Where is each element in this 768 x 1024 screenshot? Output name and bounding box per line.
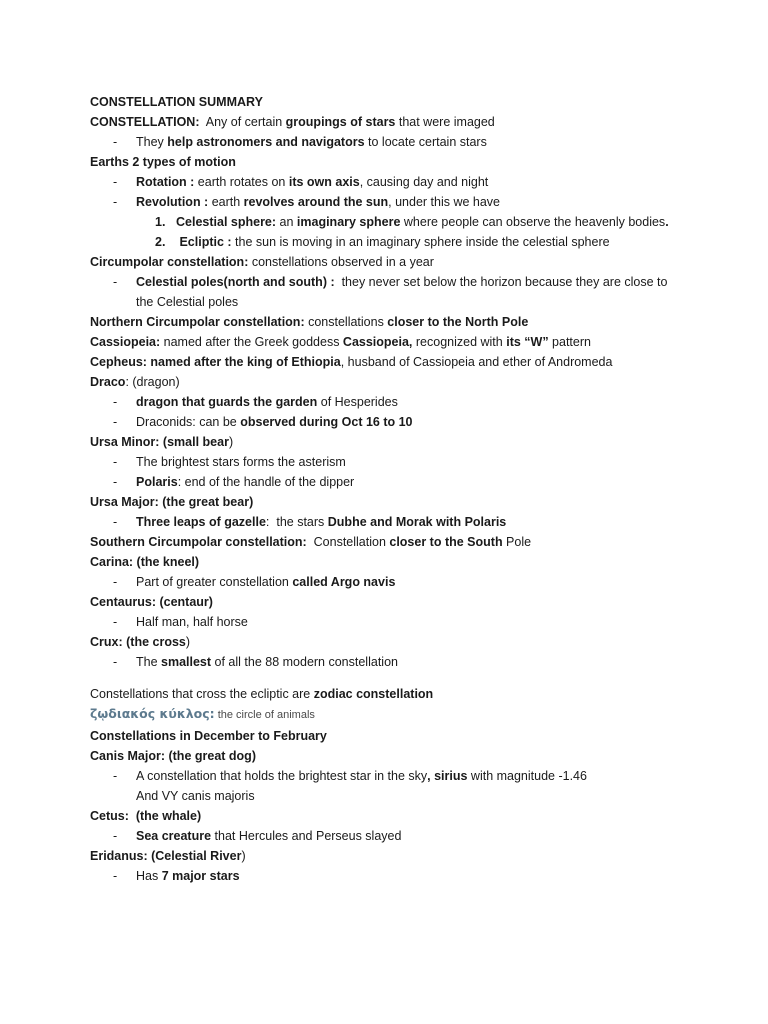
text-run: pattern <box>548 335 591 349</box>
text-run: to locate certain stars <box>364 135 487 149</box>
list-dash: - <box>113 475 118 489</box>
text-run: A constellation that holds the brightest star in the sky <box>136 769 428 783</box>
text-run: that Hercules and Perseus slayed <box>211 829 402 843</box>
text-run: Constellation <box>306 535 390 549</box>
text-run: And VY canis majoris <box>136 789 255 803</box>
text-line <box>155 212 708 232</box>
text-run: They <box>136 135 168 149</box>
text-run: : (dragon) <box>125 375 180 389</box>
list-number: 1. <box>155 215 166 229</box>
text-line <box>90 312 708 332</box>
text-run: Canis Major: (the great dog) <box>90 749 256 763</box>
text-run: Cassiopeia, <box>342 335 413 349</box>
text-run: Ursa Major: (the great bear) <box>90 495 254 509</box>
text-run: help astronomers and navigators <box>167 135 365 149</box>
text-line <box>90 704 708 724</box>
document-title <box>90 92 708 112</box>
text-run: Southern Circumpolar constellation: <box>90 535 307 549</box>
text-run: its own axis <box>288 175 360 189</box>
text-line <box>90 372 708 392</box>
text-run: imaginary sphere <box>296 215 401 229</box>
text-run: Northern Circumpolar constellation: <box>90 315 305 329</box>
text-run: , under this we have <box>388 195 501 209</box>
text-line <box>113 132 708 152</box>
list-dash: - <box>113 869 118 883</box>
text-line <box>113 826 708 846</box>
text-run: closer to the North Pole <box>387 315 529 329</box>
text-run: Ecliptic : <box>176 235 232 249</box>
text-run: Constellations in December to February <box>90 729 327 743</box>
text-run: Dubhe and Morak with Polaris <box>327 515 507 529</box>
text-run: with magnitude -1.46 <box>467 769 587 783</box>
document-title-text: CONSTELLATION SUMMARY <box>90 95 263 109</box>
text-line <box>90 432 708 452</box>
list-dash: - <box>113 395 118 409</box>
text-run: smallest <box>161 655 212 669</box>
text-run: earth <box>208 195 244 209</box>
text-run: Has <box>136 869 162 883</box>
text-run: zodiac constellation <box>313 687 434 701</box>
text-run: , causing day and night <box>359 175 489 189</box>
list-dash: - <box>113 135 118 149</box>
text-line <box>90 492 708 512</box>
list-dash: - <box>113 175 118 189</box>
text-run: constellations <box>304 315 388 329</box>
text-run: they never set below the horizon because they are close to <box>334 275 668 289</box>
text-run: , husband of Cassiopeia and ether of Andromeda <box>340 355 613 369</box>
text-run: Celestial poles(north and south) : <box>136 275 335 289</box>
text-line <box>113 392 708 412</box>
text-line <box>90 332 708 352</box>
text-run: Rotation : <box>136 175 195 189</box>
text-run: The <box>136 655 162 669</box>
text-line <box>113 272 708 292</box>
text-run: closer to the South <box>389 535 503 549</box>
text-run: Any of certain <box>199 115 286 129</box>
text-line <box>113 412 708 432</box>
text-run: CONSTELLATION: <box>90 115 200 129</box>
text-line <box>155 232 708 252</box>
text-run: Draco <box>90 375 126 389</box>
text-run: Sea creature <box>136 829 212 843</box>
text-run: groupings of stars <box>285 115 396 129</box>
text-run: Crux: (the cross <box>90 635 186 649</box>
text-run: revolves around the sun <box>243 195 389 209</box>
text-run: Constellations that cross the ecliptic are <box>90 687 314 701</box>
text-run: an <box>276 215 297 229</box>
text-run: ζῳδιακός κύκλος: <box>90 706 215 721</box>
text-line <box>113 652 708 672</box>
text-line <box>90 592 708 612</box>
text-run: The brightest stars forms the asterism <box>136 455 346 469</box>
text-line <box>113 512 708 532</box>
text-run: Half man, half horse <box>136 615 248 629</box>
text-run: Cepheus: named after the king of Ethiopia <box>90 355 341 369</box>
text-line <box>136 292 708 312</box>
text-line <box>113 452 708 472</box>
text-run: Circumpolar constellation: <box>90 255 249 269</box>
text-run: . <box>665 215 669 229</box>
list-dash: - <box>113 415 118 429</box>
list-dash: - <box>113 575 118 589</box>
text-run: dragon that guards the garden <box>136 395 318 409</box>
text-run: Pole <box>502 535 532 549</box>
list-dash: - <box>113 615 118 629</box>
text-line <box>90 352 708 372</box>
text-run: of Hesperides <box>317 395 398 409</box>
list-dash: - <box>113 655 118 669</box>
text-run: named after the Greek goddess <box>160 335 343 349</box>
text-line <box>90 532 708 552</box>
list-dash: - <box>113 515 118 529</box>
text-run: : end of the handle of the dipper <box>177 475 355 489</box>
list-dash: - <box>113 455 118 469</box>
list-dash: - <box>113 829 118 843</box>
list-dash: - <box>113 195 118 209</box>
list-dash: - <box>113 275 118 289</box>
text-run: Draconids: can be <box>136 415 241 429</box>
text-line <box>90 684 708 704</box>
text-line <box>90 726 708 746</box>
text-run: Ursa Minor: (small bear <box>90 435 229 449</box>
text-run: ) <box>241 849 246 863</box>
text-run: , sirius <box>427 769 468 783</box>
text-run: Cassiopeia: <box>90 335 161 349</box>
text-line <box>113 572 708 592</box>
text-line <box>90 806 708 826</box>
text-run: the sun is moving in an imaginary sphere inside the celestial sphere <box>231 235 610 249</box>
text-line <box>90 152 708 172</box>
text-line <box>113 866 708 886</box>
text-line <box>90 846 708 866</box>
text-run: constellations observed in a year <box>248 255 434 269</box>
text-run: Polaris <box>136 475 178 489</box>
list-dash: - <box>113 769 118 783</box>
text-line <box>90 632 708 652</box>
text-run: Three leaps of gazelle <box>136 515 266 529</box>
text-run: that were imaged <box>395 115 495 129</box>
text-run: observed during Oct 16 to 10 <box>240 415 413 429</box>
list-number: 2. <box>155 235 166 249</box>
text-line <box>90 746 708 766</box>
text-run: Earths 2 types of motion <box>90 155 236 169</box>
text-line <box>90 552 708 572</box>
text-run: where people can observe the heavenly bodies <box>400 215 666 229</box>
text-run: Cetus: (the whale) <box>90 809 202 823</box>
text-run: recognized with <box>412 335 507 349</box>
text-run: Carina: (the kneel) <box>90 555 200 569</box>
text-run: of all the 88 modern constellation <box>211 655 398 669</box>
text-run: Celestial sphere: <box>176 215 277 229</box>
text-run: Centaurus: (centaur) <box>90 595 213 609</box>
text-line <box>113 766 708 786</box>
text-line <box>90 252 708 272</box>
text-run: ) <box>185 635 191 649</box>
text-line <box>113 472 708 492</box>
text-run: : the stars <box>265 515 328 529</box>
text-run: Revolution : <box>136 195 209 209</box>
text-run: the circle of animals <box>214 709 315 721</box>
text-run: called Argo navis <box>292 575 396 589</box>
text-run: its “W” <box>506 335 549 349</box>
text-run: the Celestial poles <box>136 295 239 309</box>
text-line <box>113 172 708 192</box>
text-run: Eridanus: (Celestial River <box>90 849 242 863</box>
text-line <box>113 192 708 212</box>
text-run: ) <box>228 435 234 449</box>
text-run: Part of greater constellation <box>136 575 293 589</box>
text-run: earth rotates on <box>194 175 289 189</box>
text-line <box>136 786 708 806</box>
text-line <box>113 612 708 632</box>
text-run: 7 major stars <box>161 869 240 883</box>
text-line <box>90 112 708 132</box>
